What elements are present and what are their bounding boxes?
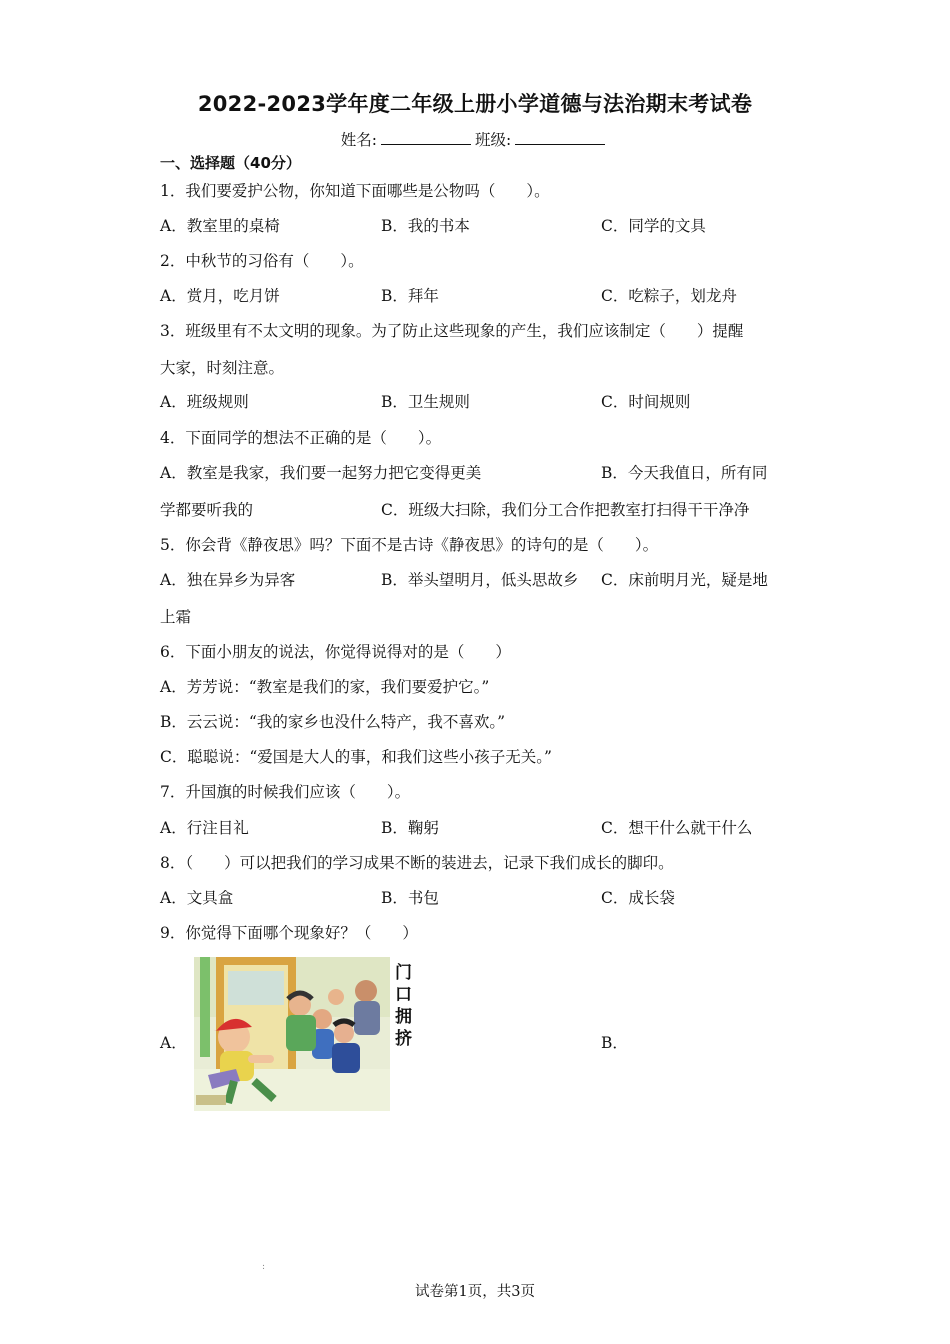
question-7-option-b: B．鞠躬 [381,819,439,837]
question-2-option-a: A．赏月，吃月饼 [160,287,280,305]
student-info-line [0,128,950,150]
question-1-option-a: A．教室里的桌椅 [160,217,280,235]
question-9-stem: 9．你觉得下面哪个现象好？（ ） [160,924,418,942]
question-8-option-c: C．成长袋 [601,889,675,907]
cartoon-children-rushing-image [194,957,390,1111]
exam-title: 2022-2023学年度二年级上册小学道德与法治期末考试卷 [197,92,753,116]
question-5-option-b: B．举头望明月，低头思故乡 [381,571,579,589]
question-1-option-b: B．我的书本 [381,217,470,235]
page-footer: 试卷第1页，共3页 [415,1284,535,1300]
question-7-option-a: A．行注目礼 [160,819,249,837]
image-caption: 门口拥挤 [395,963,412,1049]
question-6-stem: 6．下面小朋友的说法，你觉得说得对的是（ ） [160,643,511,661]
question-5-option-a: A．独在异乡为异客 [160,571,296,589]
question-4-option-c: C．班级大扫除，我们分工合作把教室打扫得干干净净 [381,501,750,519]
question-6-option-c: C．聪聪说：“爱国是大人的事，和我们这些小孩子无关。” [160,748,552,766]
question-4-option-a: A．教室是我家，我们要一起努力把它变得更美 [160,464,482,482]
question-1-stem: 1．我们要爱护公物，你知道下面哪些是公物吗（ ）。 [160,182,550,200]
question-3-option-c: C．时间规则 [601,393,691,411]
section-heading: 一、选择题（40分） [160,154,301,172]
question-6-option-a: A．芳芳说：“教室是我们的家，我们要爱护它。” [160,678,490,696]
class-blank[interactable] [515,130,605,145]
question-9-option-a: A． [160,1034,187,1052]
question-8-option-a: A．文具盒 [160,889,234,907]
name-label: 姓名: [340,131,377,149]
question-9-option-b: B． [601,1034,628,1052]
footer-mark: : [262,1262,266,1272]
crowded-doorway-illustration [194,957,390,1111]
question-8-stem: 8．（ ）可以把我们的学习成果不断的装进去，记录下我们成长的脚印。 [160,854,674,872]
name-blank[interactable] [381,130,471,145]
question-5-stem: 5．你会背《静夜思》吗？下面不是古诗《静夜思》的诗句的是（ ）。 [160,536,659,554]
question-2-option-b: B．拜年 [381,287,439,305]
question-4-stem: 4．下面同学的想法不正确的是（ ）。 [160,429,442,447]
class-label: 班级: [475,131,512,149]
question-8-option-b: B．书包 [381,889,439,907]
question-3-stem-line1: 3．班级里有不太文明的现象。为了防止这些现象的产生，我们应该制定（ ）提醒 [160,322,744,340]
question-2-option-c: C．吃粽子，划龙舟 [601,287,737,305]
question-1-option-c: C．同学的文具 [601,217,706,235]
question-7-option-c: C．想干什么就干什么 [601,819,753,837]
question-3-option-a: A．班级规则 [160,393,249,411]
question-2-stem: 2．中秋节的习俗有（ ）。 [160,252,364,270]
question-7-stem: 7．升国旗的时候我们应该（ ）。 [160,783,411,801]
question-6-option-b: B．云云说：“我的家乡也没什么特产，我不喜欢。” [160,713,505,731]
question-3-option-b: B．卫生规则 [381,393,470,411]
question-3-stem-line2: 大家，时刻注意。 [160,359,285,377]
question-4-option-b-continued: 学都要听我的 [160,501,254,519]
question-4-option-b: B．今天我值日，所有同 [601,464,768,482]
question-5-option-c-continued: 上霜 [160,608,192,626]
question-5-option-c: C．床前明月光，疑是地 [601,571,768,589]
